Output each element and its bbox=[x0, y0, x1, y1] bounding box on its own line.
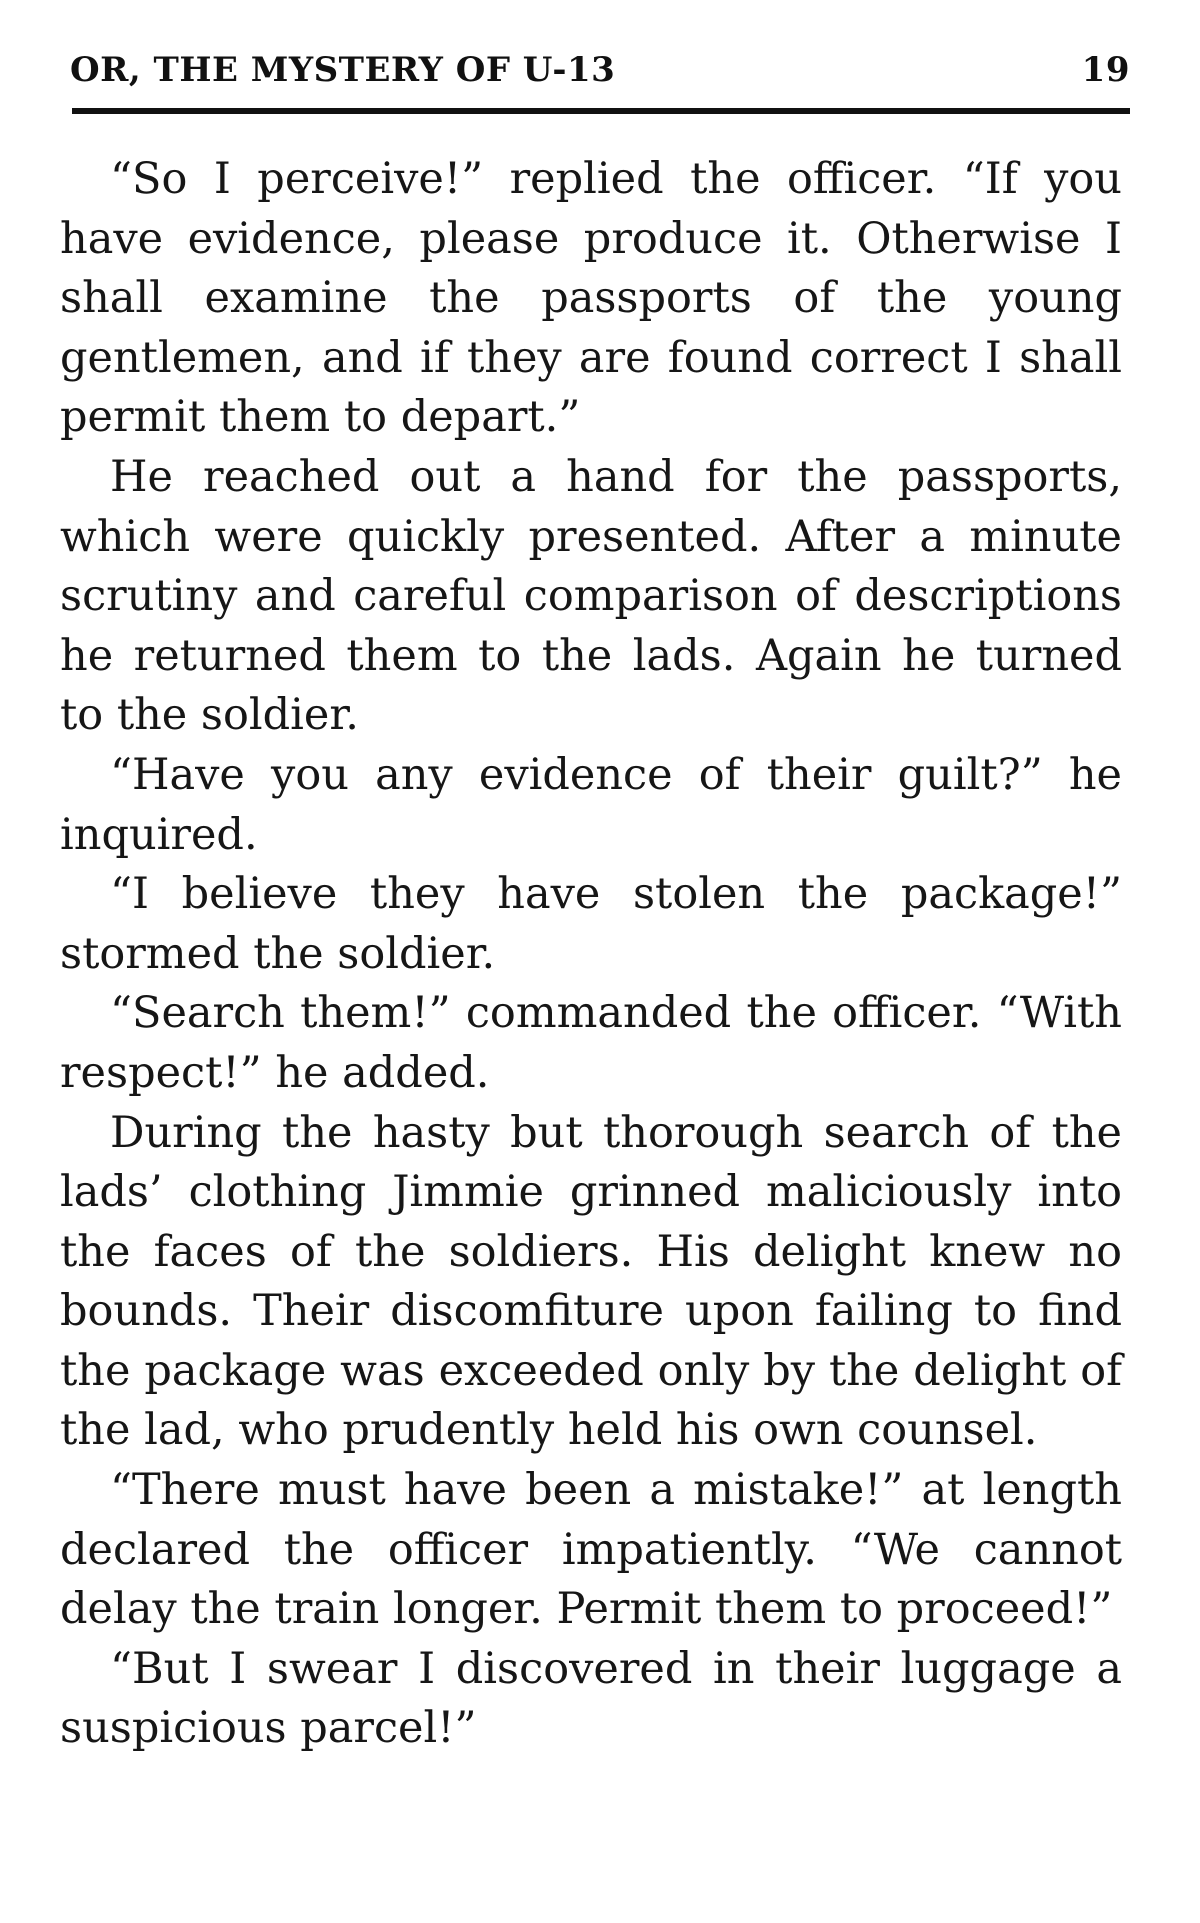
header-rule bbox=[72, 108, 1130, 114]
body-text bbox=[60, 150, 1122, 1759]
paragraph-4: “I believe they have stolen the package!” stormed the soldier. bbox=[60, 869, 1122, 979]
page-number: 19 bbox=[1081, 50, 1130, 90]
running-title: OR, THE MYSTERY OF U-13 bbox=[70, 50, 616, 90]
paragraph-6: During the hasty but thorough search of the lads’ clothing Jimmie grinned maliciously into the faces of the soldiers. His delight knew no bounds. Their discomfiture upon failing to find the package was exceeded only by the delight of the lad, who prudently held his own counsel. bbox=[60, 1107, 1122, 1456]
paragraph-2: He reached out a hand for the passports, which were quickly presented. After a minute scrutiny and careful comparison of descriptions he returned them to the lads. Again he turned to the soldier. bbox=[60, 451, 1122, 741]
paragraph-3: “Have you any evidence of their guilt?” he inquired. bbox=[60, 749, 1122, 860]
paragraph-7: “There must have been a mistake!” at length declared the officer impatiently. “We cannot delay the train longer. Permit them to proceed!” bbox=[60, 1465, 1122, 1635]
running-head bbox=[70, 50, 1130, 102]
paragraph-5: “Search them!” commanded the officer. “With respect!” he added. bbox=[60, 988, 1122, 1098]
paragraph-1: “So I perceive!” replied the officer. “If you have evidence, please produce it. Otherwise I shall examine the passports of the young gentlemen, and if they are found correct I shall permit them to depart.” bbox=[60, 154, 1122, 443]
paragraph-8: “But I swear I discovered in their luggage a suspicious parcel!” bbox=[60, 1643, 1122, 1754]
